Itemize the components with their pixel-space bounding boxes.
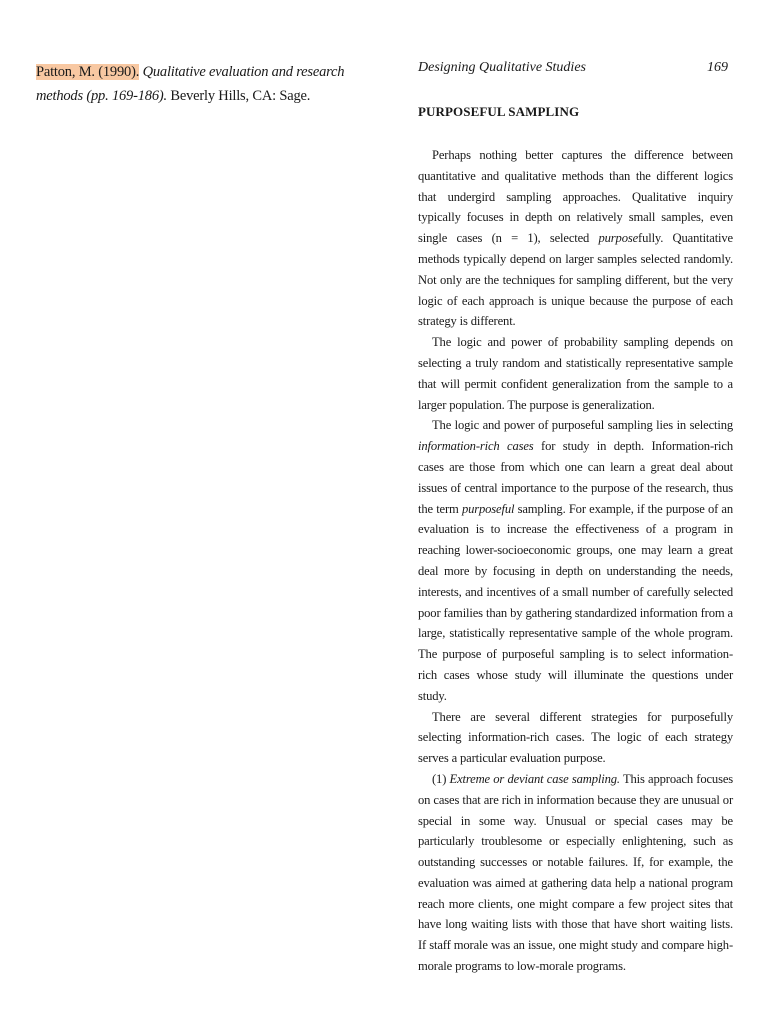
paragraph-2: The logic and power of probability sampling depends on selecting a truly random and statistically representative sample that will permit confident generalization from the sample to a larger population. The purpose is generalization. — [418, 335, 733, 412]
citation-author-year-highlight: Patton, M. (1990). — [36, 64, 140, 80]
paragraph-5-emphasis: Extreme or deviant case sampling. — [449, 771, 620, 786]
citation-pages: (pp. 169-186). — [86, 88, 167, 104]
paragraph-1-text-b: fully. Quantitative methods typically depend on larger samples selected randomly. Not only are the techniques for sampling different, but the very logic of each approach is unique because the purpose of each strategy is different. — [418, 231, 733, 329]
paragraph-3-emphasis-2: purposeful — [461, 501, 515, 516]
paragraph-5-text-a: (1) — [432, 771, 450, 786]
paragraph-1-emphasis: purpose — [598, 231, 639, 246]
section-heading: PURPOSEFUL SAMPLING — [418, 104, 580, 119]
paragraph-1 — [418, 145, 733, 332]
paragraph-4: There are several different strategies for purposefully selecting information-rich cases. The logic of each strategy serves a particular evaluation purpose. — [418, 709, 733, 766]
paragraph-3-text-b: for study in depth. Information-rich cases are those from which one can learn a great deal about issues of central importance to the purpose of the research, thus the term — [418, 439, 733, 516]
citation — [36, 60, 376, 108]
paragraph-3-emphasis-1: information-rich cases — [418, 439, 534, 454]
running-title: Designing Qualitative Studies — [418, 60, 586, 75]
paragraph-5-text-b: This approach focuses on cases that are rich in information because they are unusual or special in some way. Unusual or special cases may be particularly troublesome or especially enlightening, such as outstanding successes or notable failures. If, for example, the evaluation was aimed at gathering data help a national program reach more clients, one might compare a few project sites that have long waiting lists with those that have short waiting lists. If staff morale was an issue, one might study and compare high-morale programs to low-morale programs. — [418, 771, 734, 974]
body-text — [418, 145, 733, 977]
paragraph-3-text-a: The logic and power of purposeful sampling lies in selecting — [432, 418, 733, 433]
citation-title: Qualitative evaluation and research methods — [36, 64, 345, 104]
paragraph-1-text-a: Perhaps nothing better captures the difference between quantitative and qualitative methods than the different logics that undergird sampling approaches. Qualitative inquiry typically focuses in depth on relatively small samples, even single cases (n = 1), selected — [418, 148, 733, 246]
page-number: 169 — [707, 60, 728, 75]
paragraph-3 — [418, 415, 733, 706]
page-header — [418, 60, 732, 82]
paragraph-5 — [418, 769, 733, 977]
citation-publisher: Beverly Hills, CA: Sage. — [170, 88, 311, 104]
paragraph-3-text-c: sampling. For example, if the purpose of an evaluation is to increase the effectiveness of a program in reaching lower-socioeconomic groups, one may learn a great deal more by focusing in depth on understanding the needs, interests, and incentives of a small number of carefully selected poor families than by gathering standardized information from a large, statistically representative sample of the whole program. The purpose of purposeful sampling is to select information-rich cases whose study will illuminate the questions under study. — [418, 501, 733, 703]
